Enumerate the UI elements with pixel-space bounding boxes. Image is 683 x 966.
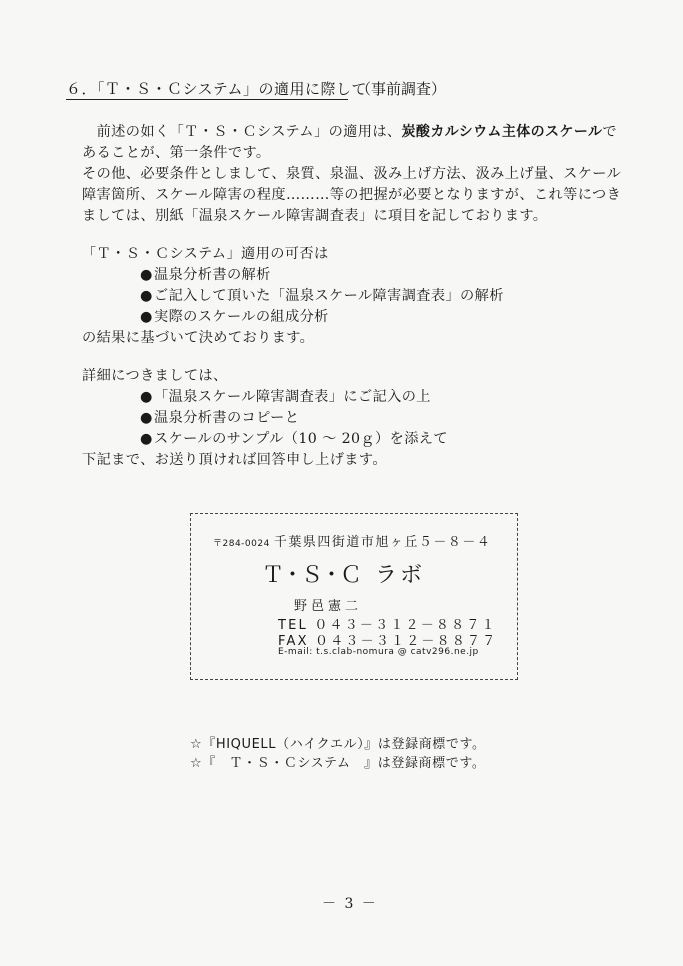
bullet-icon: ● [140,309,153,325]
list-item: ●ご記入して頂いた「温泉スケール障害調査表」の解析 [140,286,504,307]
trademark-note-1: ☆『HIQUELL（ハイクエル）』は登録商標です。 [190,737,486,752]
list-item: ●温泉分析書のコピーと [140,408,448,429]
section-title: ６．「Ｔ・Ｓ・Ｃシステム」の適用に際して [66,80,368,98]
list-item: ●「温泉スケール障害調査表」にご記入の上 [140,387,448,408]
intro-line-5: ましては、別紙「温泉スケール障害調査表」に項目を記しております。 [82,208,548,224]
trademark-note-2: ☆『 Ｔ・Ｓ・Ｃシステム 』は登録商標です。 [190,756,486,771]
emphasis-text: 炭酸カルシウム主体のスケール [401,124,603,140]
email-address[interactable]: E-mail: t.s.clab-nomura @ catv296.ne.jp [278,647,479,657]
intro-line-2: あることが、第一条件です。 [82,145,271,161]
fax-number: FAX ０４３－３１２－８８７７ [278,634,498,649]
bullet-icon: ● [140,267,153,283]
address-line [213,531,491,550]
list-item: ●スケールのサンプル（10 ～ 20ｇ）を添えて [140,429,448,450]
tel-number: TEL ０４３－３１２－８８７１ [278,618,497,633]
details-closing: 下記まで、お送り頂ければ回答申し上げます。 [82,452,387,468]
bullet-icon: ● [140,288,153,304]
list-item: ●実際のスケールの組成分析 [140,307,504,328]
postal-code: 〒284-0024 [213,539,270,549]
details-list [140,387,448,450]
title-underline [66,99,348,100]
applicability-heading: 「Ｔ・Ｓ・Ｃシステム」適用の可否は [82,246,329,262]
intro-line-1: 前述の如く「Ｔ・Ｓ・Ｃシステム」の適用は、炭酸カルシウム主体のスケールで [82,124,617,140]
page-number: － 3 － [322,896,378,912]
bullet-icon: ● [140,389,153,405]
section-title-suffix: （事前調査） [356,80,447,98]
bullet-icon: ● [140,410,153,426]
intro-line-3: その他、必要条件としまして、泉質、泉温、汲み上げ方法、汲み上げ量、スケール [82,166,622,182]
applicability-list [140,265,504,328]
address: 千葉県四街道市旭ヶ丘５－８－４ [273,535,492,550]
details-heading: 詳細につきましては、 [82,368,228,384]
bullet-icon: ● [140,431,153,447]
intro-line-4: 障害箇所、スケール障害の程度………等の把握が必要となりますが、これ等につき [82,187,622,203]
company-name: Ｔ･Ｓ･Ｃ ラボ [262,563,425,588]
contact-person: 野邑憲二 [294,599,363,614]
applicability-closing: の結果に基づいて決めております。 [82,330,315,346]
list-item: ●温泉分析書の解析 [140,265,504,286]
